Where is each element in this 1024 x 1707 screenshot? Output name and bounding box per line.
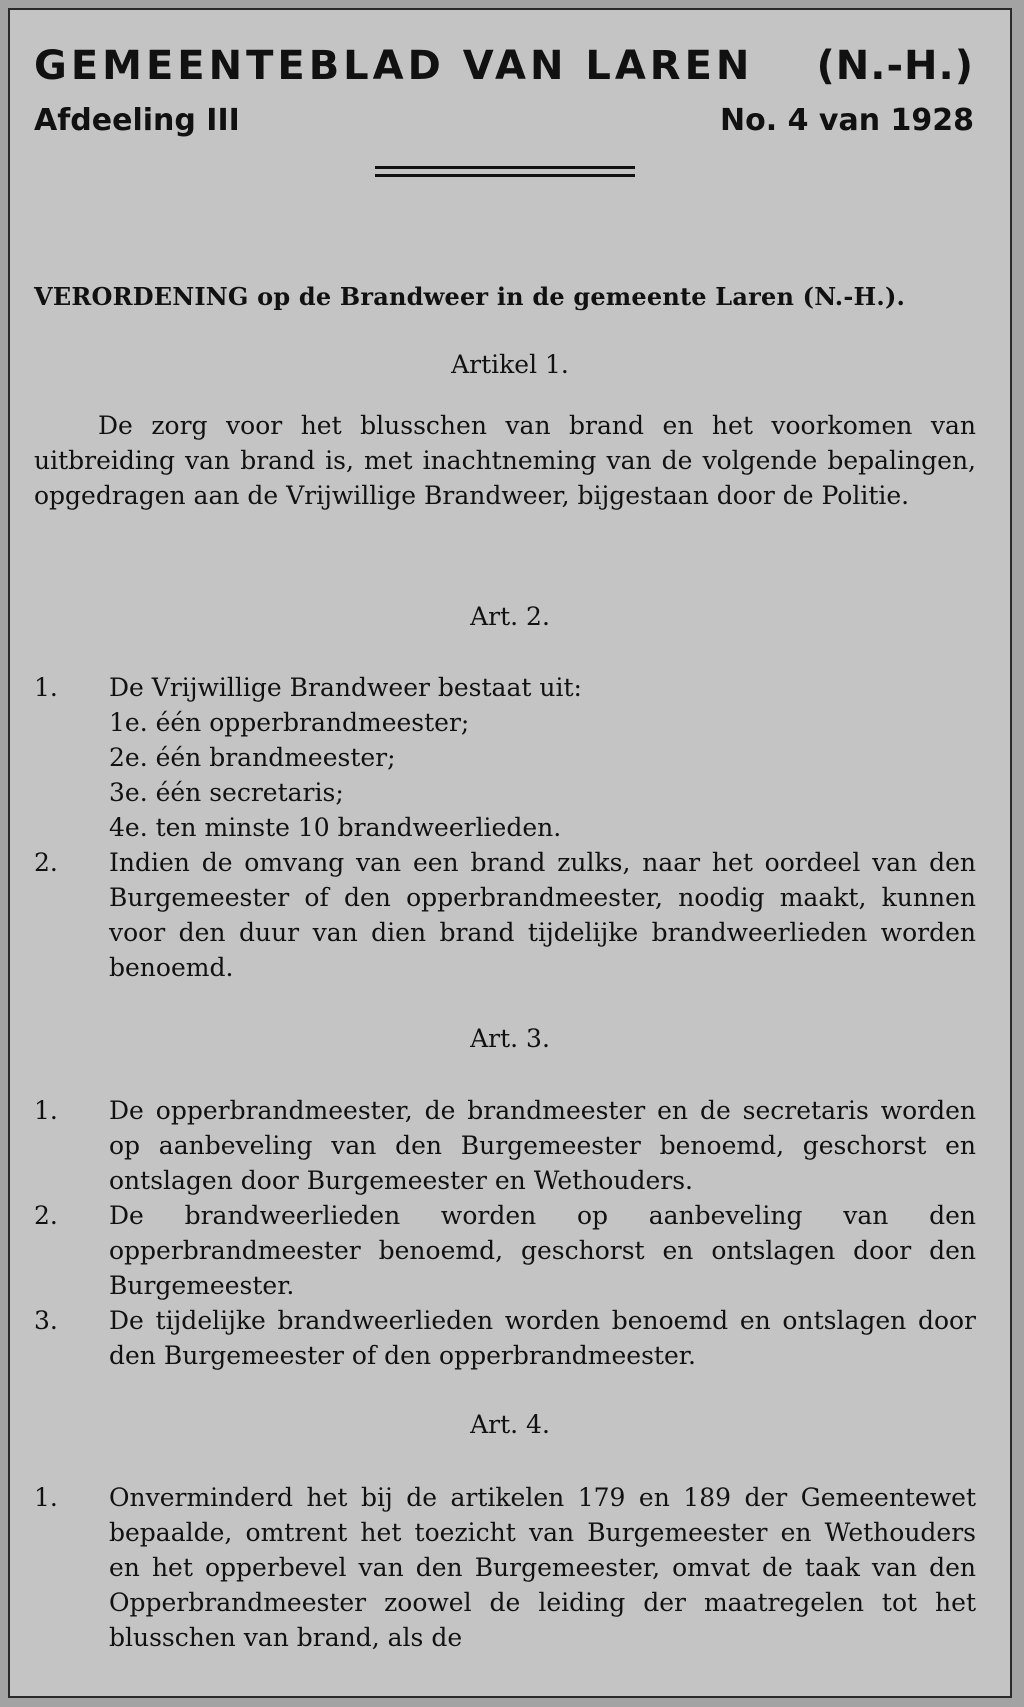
article-4-title: Art. 4. xyxy=(470,1410,550,1439)
paragraph-number: 1. xyxy=(34,673,58,702)
article-2-subitem-4: 4e. ten minste 10 brandweerlieden. xyxy=(109,813,562,842)
article-2-title: Art. 2. xyxy=(470,602,550,631)
masthead-title-region: (N.-H.) xyxy=(816,43,974,89)
section-label: Afdeeling III xyxy=(34,103,240,138)
masthead-title xyxy=(34,43,974,89)
masthead-subline xyxy=(34,103,974,138)
article-2-subitem-2: 2e. één brandmeester; xyxy=(109,743,396,772)
masthead-title-main: GEMEENTEBLAD VAN LAREN xyxy=(34,43,754,89)
article-1-text: De zorg voor het blusschen van brand en het voorkomen van uitbreiding van brand is, met inachtneming van de volgende bepalingen, opgedragen aan de Vrijwillige Brandweer, bijgestaan door de Politie. xyxy=(34,411,976,510)
paragraph-text: De opperbrandmeester, de brandmeester en de secretaris worden op aanbeveling van den Burgemeester benoemd, geschorst en ontslagen door Burgemeester en Wethouders. xyxy=(109,1096,976,1195)
issue-number: No. 4 van 1928 xyxy=(720,103,974,138)
double-rule-bottom xyxy=(375,174,635,177)
paragraph-number: 1. xyxy=(34,1096,58,1125)
article-2-subitem-1: 1e. één opperbrandmeester; xyxy=(109,708,470,737)
ordinance-title: VERORDENING op de Brandweer in de gemeente Laren (N.-H.). xyxy=(34,282,906,311)
paragraph-text: De brandweerlieden worden op aanbeveling van den opperbrandmeester benoemd, geschorst en ontslagen door den Burgemeester. xyxy=(109,1201,976,1300)
document-page xyxy=(8,8,1012,1698)
paragraph-number: 3. xyxy=(34,1306,58,1335)
article-2-subitem-3: 3e. één secretaris; xyxy=(109,778,344,807)
article-3-title: Art. 3. xyxy=(470,1024,550,1053)
paragraph-number: 2. xyxy=(34,848,58,877)
double-rule-top xyxy=(375,166,635,169)
paragraph-number: 1. xyxy=(34,1483,58,1512)
paragraph-text: De tijdelijke brandweerlieden worden benoemd en ontslagen door den Burgemeester of den opperbrandmeester. xyxy=(109,1306,976,1370)
article-1-title: Artikel 1. xyxy=(451,350,569,379)
paragraph-text: Onverminderd het bij de artikelen 179 en 189 der Gemeentewet bepaalde, omtrent het toezicht van Burgemeester en Wethouders en het opperbevel van den Burgemeester, omvat de taak van den Opperbrandmeester zoowel de leiding der maatregelen tot het blusschen van brand, als de xyxy=(109,1483,976,1652)
paragraph-number: 2. xyxy=(34,1201,58,1230)
paragraph-text: Indien de omvang van een brand zulks, naar het oordeel van den Burgemeester of den opperbrandmeester, noodig maakt, kunnen voor den duur van dien brand tijdelijke brandweerlieden worden benoemd. xyxy=(109,848,976,982)
paragraph-text: De Vrijwillige Brandweer bestaat uit: xyxy=(109,673,582,702)
